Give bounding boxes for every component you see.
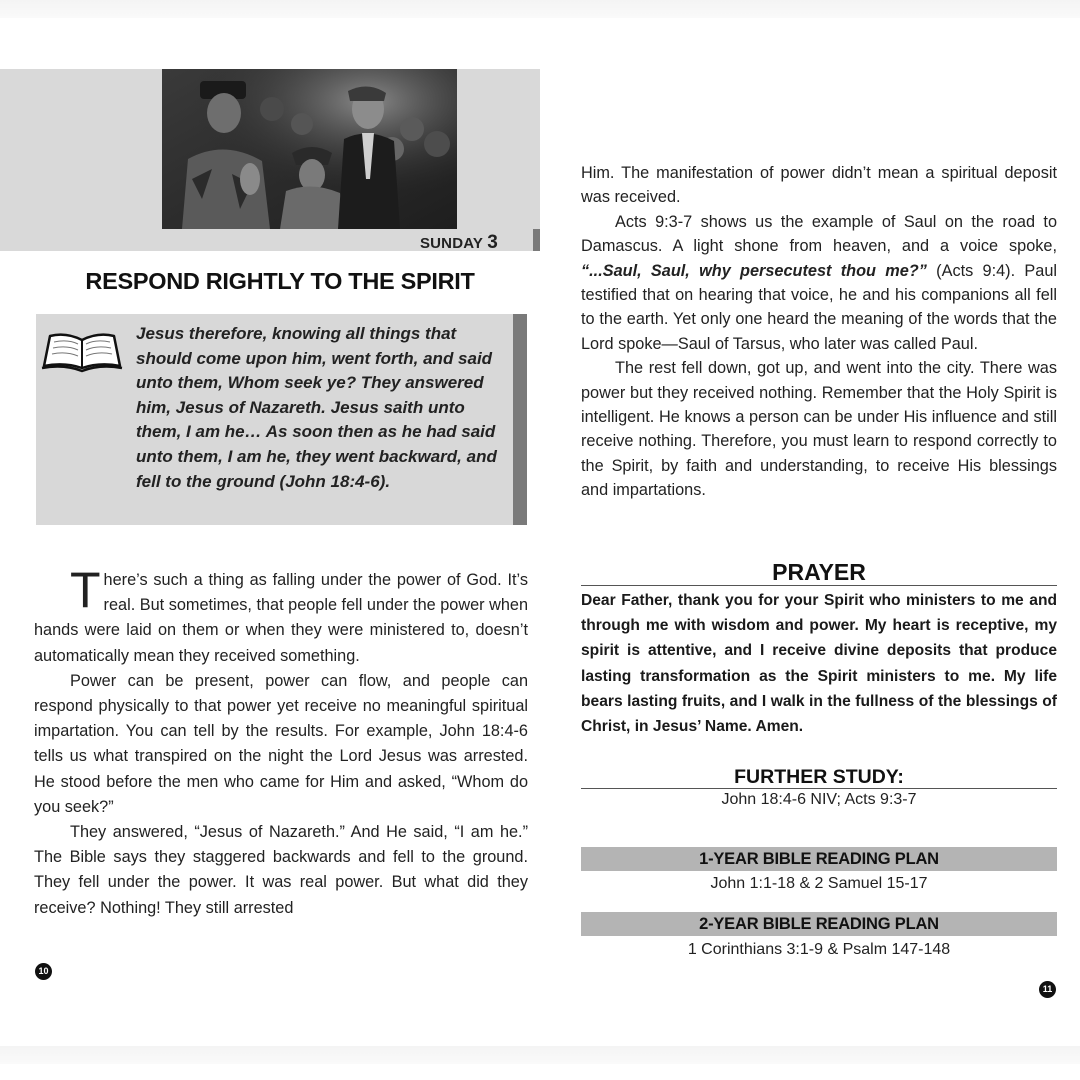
right-paragraph-1: Him. The manifestation of power didn’t mean a spiritual deposit was received. [581, 164, 1057, 207]
right-paragraph-2 [581, 210, 1057, 356]
day-number: 3 [487, 232, 498, 253]
left-paragraph-3: They answered, “Jesus of Nazareth.” And He said, “I am he.” The Bible says they staggered backwards and fell to the ground. They fell under the power. It was real power. But what did they receive? Nothing! They still arrested [34, 823, 528, 917]
page-number-left: 10 [35, 963, 52, 980]
left-paragraph-1-text: here’s such a thing as falling under the power of God. It’s real. But sometimes, that people fell under the power when hands were laid on them or when they were ministered to, doesn’t automatically mean they received something. [34, 571, 529, 665]
further-study-text: John 18:4-6 NIV; Acts 9:3-7 [721, 791, 917, 808]
scripture-text: Jesus therefore, knowing all things that should come upon him, went forth, and said unto them, Whom seek ye? They answered him, Jesus of Nazareth. Jesus saith unto them, I am he… As soon then as he had said unto them, I am he, they went backward, and fell to the ground (John 18:4-6). [136, 324, 497, 491]
left-paragraph-1 [34, 562, 529, 669]
right-body-text [581, 161, 1057, 503]
left-body-text [34, 562, 529, 921]
scripture-box [36, 314, 527, 525]
two-year-plan-heading: 2-YEAR BIBLE READING PLAN [581, 912, 1057, 936]
day-label [420, 232, 498, 254]
scan-band-top [0, 0, 1080, 18]
page-title: RESPOND RIGHTLY TO THE SPIRIT [85, 268, 475, 294]
date-line [0, 229, 540, 251]
worship-photo [162, 69, 457, 229]
prayer-heading: PRAYER [581, 559, 1057, 586]
right-paragraph-2-end: (Acts 9:4). Paul testified that on hearing that voice, he and his companions all fell to the earth. Yet only one heard the meaning of the words that the Lord spoke—Saul of Tarsus, who later was called Paul. [581, 261, 1057, 353]
further-study-heading: FURTHER STUDY: [581, 765, 1057, 789]
one-year-plan-heading: 1-YEAR BIBLE READING PLAN [581, 847, 1057, 871]
drop-cap: T [70, 562, 101, 618]
scripture-accent-bar [513, 314, 527, 525]
prayer-text: Dear Father, thank you for your Spirit who ministers to me and through me with wisdom and power. My heart is receptive, my spirit is attentive, and I receive divine deposits that produce lasting transformation as the Spirit ministers to me. My life bears lasting fruits, and I walk in the fullness of the blessings of Christ, in Jesus’ Name. Amen. [581, 592, 1057, 736]
right-paragraph-3: The rest fell down, got up, and went into the city. There was power but they received nothing. Remember that the Holy Spirit is intelligent. He knows a person can be under His influence and still receive nothing. Therefore, you must learn to respond correctly to the Spirit, by faith and understanding, to receive His blessings and impartations. [581, 359, 1057, 500]
right-paragraph-2-start: Acts 9:3-7 shows us the example of Saul on the road to Damascus. A light shone from heaven, and a voice spoke, [581, 212, 1057, 256]
scripture-quote: “...Saul, Saul, why persecutest thou me?” [581, 261, 927, 280]
day-label-text: SUNDAY [419, 235, 483, 252]
one-year-plan-text: John 1:1-18 & 2 Samuel 15-17 [710, 875, 928, 892]
date-accent-bar [533, 229, 540, 251]
scan-band-bottom [0, 1046, 1080, 1064]
page-number-right: 11 [1039, 981, 1056, 998]
open-book-icon [40, 328, 124, 374]
two-year-plan-text: 1 Corinthians 3:1-9 & Psalm 147-148 [687, 941, 951, 958]
left-paragraph-2: Power can be present, power can flow, and people can respond physically to that power yet receive no meaningful spiritual impartation. You can tell by the results. For example, John 18:4-6 tells us what transpired on the night the Lord Jesus was arrested. He stood before the men who came for Him and asked, “Whom do you seek?” [34, 671, 528, 816]
